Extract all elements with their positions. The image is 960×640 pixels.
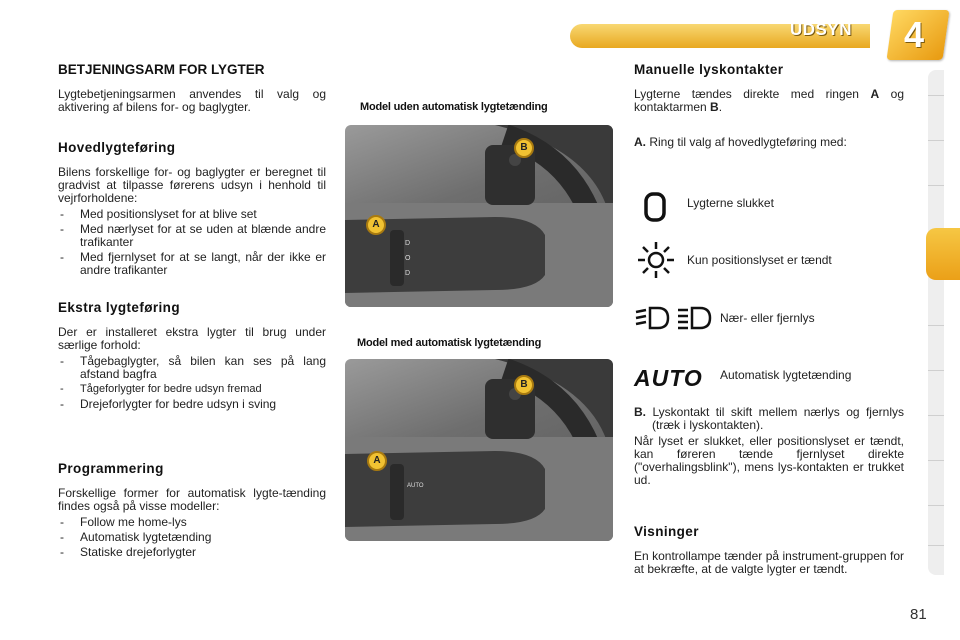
manual-switches-heading: Manuelle lyskontakter [634,62,784,77]
tab-divider [928,415,944,416]
svg-text:D: D [405,270,411,277]
tab-divider [928,140,944,141]
callout-b: B [514,375,534,395]
b-note: Når lyset er slukket, eller positionslyset er tændt, kan føreren tænde fjernlyset direkte ("overhalingsblink"), mens lys-kontakten er trukket ud. [634,434,904,487]
svg-text:AUTO: AUTO [407,483,424,489]
stalk-photo-with-auto [345,359,613,541]
list-item: - Automatisk lygtetænding [58,531,326,544]
extra-lighting-list [58,355,326,411]
a-text: Ring til valg af hovedlygteføring med: [649,135,847,149]
callout-b: B [514,138,534,158]
list-item: - Statiske drejeforlygter [58,546,326,559]
main-lighting-text: Bilens forskellige for- og baglygter er beregnet til gradvist at tilpasse førerens udsyn i henhold til vejrforholdene: [58,165,326,205]
lights-off-icon [640,192,670,227]
position-light-icon [634,238,678,287]
left-column [58,62,326,561]
active-chapter-tab[interactable] [926,228,960,280]
intro-and: og kontaktarmen [634,87,904,114]
tab-divider [928,505,944,506]
page-number: 81 [910,606,927,623]
list-item: - Tågebaglygter, så bilen kan ses på lang afstand bagfra [58,355,326,381]
list-item: - Med fjernlyset for at se langt, når der ikke er andre trafikanter [58,251,326,277]
list-item: - Med nærlyset for at se uden at blænde andre trafikanter [58,223,326,249]
list-item: - Med positionslyset for at blive set [58,208,326,221]
right-column [634,62,904,149]
intro-end: . [718,100,723,114]
callout-a: A [367,451,387,471]
tab-divider [928,545,944,546]
list-item: - Tågeforlygter for bedre udsyn fremad [58,383,326,396]
mode-label: Kun positionslyset er tændt [687,253,832,267]
tab-divider [928,185,944,186]
b-text: Lyskontakt til skift mellem nærlys og fjernlys (træk i lyskontakten). [652,405,904,432]
b-label: B. [634,405,646,419]
tab-divider [928,460,944,461]
extra-lighting-text: Der er installeret ekstra lygter til brug under særlige forhold: [58,325,326,352]
dipped-main-beam-icon [634,304,714,337]
callout-a: A [366,215,386,235]
main-lighting-list [58,208,326,277]
svg-text:O: O [405,255,411,262]
caption-without-auto: Model uden automatisk lygtetænding [360,101,548,113]
mode-label: Automatisk lygtetænding [720,368,852,382]
section-title: BETJENINGSARM FOR LYGTER [58,62,265,77]
right-column-lower [634,406,904,576]
chapter-number: 4 [904,14,925,55]
tab-divider [928,95,944,96]
intro-text: Lygtebetjeningsarmen anvendes til valg og aktivering af bilens for- og baglygter. [58,87,326,114]
a-description [634,136,904,149]
auto-icon: AUTO [634,365,703,391]
stalk-photo-without-auto [345,125,613,307]
list-item: - Follow me home-lys [58,516,326,529]
intro-text: Lygterne tændes direkte med ringen [634,87,859,101]
programming-list [58,516,326,559]
a-label: A. [634,135,646,149]
manual-intro [634,88,904,114]
caption-with-auto: Model med automatisk lygtetænding [357,337,542,349]
displays-text: En kontrollampe tænder på instrument-gruppen for at bekræfte, at de valgte lygter er tændt. [634,549,904,576]
mode-label: Nær- eller fjernlys [720,311,815,325]
programming-text: Forskellige former for automatisk lygte-tænding findes også på visse modeller: [58,486,326,513]
list-item: - Drejeforlygter for bedre udsyn i sving [58,398,326,411]
tab-divider [928,325,944,326]
ref-b: B [710,100,719,114]
mode-label: Lygterne slukket [687,196,774,210]
displays-heading: Visninger [634,524,699,539]
main-lighting-heading: Hovedlygteføring [58,140,176,155]
tab-divider [928,370,944,371]
ref-a: A [870,87,880,101]
b-description [634,406,904,432]
extra-lighting-heading: Ekstra lygteføring [58,300,180,315]
chapter-tabs [928,70,944,575]
programming-heading: Programmering [58,461,164,476]
chapter-title: UDSYN [790,20,853,39]
svg-text:D: D [405,240,411,247]
